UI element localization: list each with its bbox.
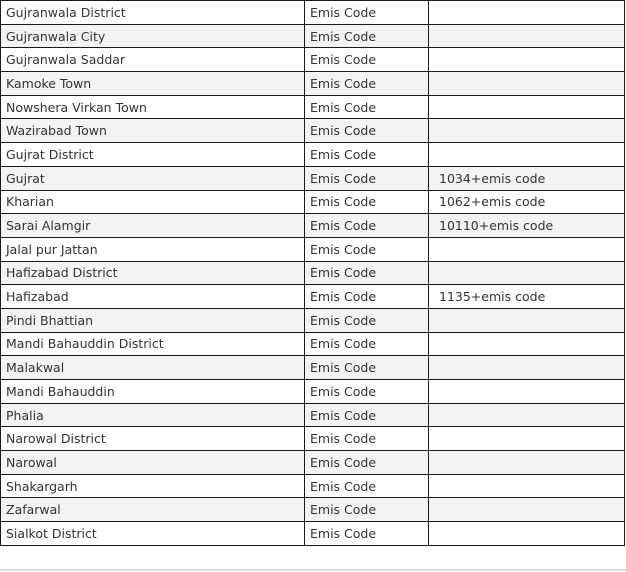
table-row [1,143,625,167]
emis-note-cell [429,24,625,48]
emis-note-cell [429,72,625,96]
district-name-cell: Sialkot District [1,522,305,546]
table-row [1,451,625,475]
emis-code-cell: Emis Code [305,451,429,475]
table-row [1,24,625,48]
emis-note-cell [429,1,625,25]
district-name-cell: Narowal District [1,427,305,451]
emis-note-cell [429,474,625,498]
emis-code-cell: Emis Code [305,522,429,546]
emis-note-cell [429,119,625,143]
emis-code-cell: Emis Code [305,166,429,190]
district-name-cell: Sarai Alamgir [1,214,305,238]
district-name-cell: Hafizabad District [1,261,305,285]
emis-code-cell: Emis Code [305,285,429,309]
emis-note-cell [429,95,625,119]
table-row [1,72,625,96]
table-row [1,214,625,238]
emis-note-cell [429,498,625,522]
district-name-cell: Kamoke Town [1,72,305,96]
district-name-cell: Pindi Bhattian [1,308,305,332]
table-row [1,261,625,285]
table-row [1,285,625,309]
emis-note-cell [429,308,625,332]
table-row [1,474,625,498]
emis-code-cell: Emis Code [305,356,429,380]
emis-note-cell [429,451,625,475]
emis-code-cell: Emis Code [305,24,429,48]
emis-code-cell: Emis Code [305,48,429,72]
district-name-cell: Wazirabad Town [1,119,305,143]
district-name-cell: Narowal [1,451,305,475]
emis-note-cell [429,143,625,167]
table-row [1,1,625,25]
table-row [1,190,625,214]
emis-code-cell: Emis Code [305,214,429,238]
emis-code-cell: Emis Code [305,72,429,96]
emis-note-cell: 10110+emis code [429,214,625,238]
district-name-cell: Mandi Bahauddin District [1,332,305,356]
table-row [1,332,625,356]
emis-note-cell [429,332,625,356]
table-row [1,380,625,404]
district-name-cell: Gujrat District [1,143,305,167]
table-row [1,403,625,427]
emis-code-cell: Emis Code [305,403,429,427]
emis-code-cell: Emis Code [305,380,429,404]
emis-code-cell: Emis Code [305,308,429,332]
district-name-cell: Shakargarh [1,474,305,498]
table-row [1,356,625,380]
emis-note-cell: 1034+emis code [429,166,625,190]
district-name-cell: Zafarwal [1,498,305,522]
table-row [1,308,625,332]
table-row [1,48,625,72]
emis-code-cell: Emis Code [305,498,429,522]
district-name-cell: Phalia [1,403,305,427]
district-name-cell: Gujranwala District [1,1,305,25]
emis-note-cell: 1062+emis code [429,190,625,214]
table-row [1,119,625,143]
emis-note-cell [429,403,625,427]
emis-note-cell [429,380,625,404]
emis-code-cell: Emis Code [305,261,429,285]
emis-code-cell: Emis Code [305,332,429,356]
emis-note-cell [429,427,625,451]
district-name-cell: Gujranwala Saddar [1,48,305,72]
table-body [1,1,625,546]
table-row [1,427,625,451]
district-name-cell: Kharian [1,190,305,214]
table-row [1,522,625,546]
emis-code-cell: Emis Code [305,143,429,167]
district-name-cell: Malakwal [1,356,305,380]
emis-note-cell: 1135+emis code [429,285,625,309]
emis-note-cell [429,48,625,72]
table-row [1,237,625,261]
emis-code-cell: Emis Code [305,119,429,143]
emis-code-cell: Emis Code [305,237,429,261]
district-name-cell: Mandi Bahauddin [1,380,305,404]
table-row [1,498,625,522]
emis-code-cell: Emis Code [305,474,429,498]
district-name-cell: Nowshera Virkan Town [1,95,305,119]
district-name-cell: Gujranwala City [1,24,305,48]
district-name-cell: Hafizabad [1,285,305,309]
emis-note-cell [429,356,625,380]
district-name-cell: Jalal pur Jattan [1,237,305,261]
emis-note-cell [429,261,625,285]
emis-code-cell: Emis Code [305,427,429,451]
emis-code-cell: Emis Code [305,95,429,119]
table-row [1,95,625,119]
emis-code-cell: Emis Code [305,190,429,214]
table-row [1,166,625,190]
emis-code-cell: Emis Code [305,1,429,25]
emis-note-cell [429,237,625,261]
emis-note-cell [429,522,625,546]
district-name-cell: Gujrat [1,166,305,190]
